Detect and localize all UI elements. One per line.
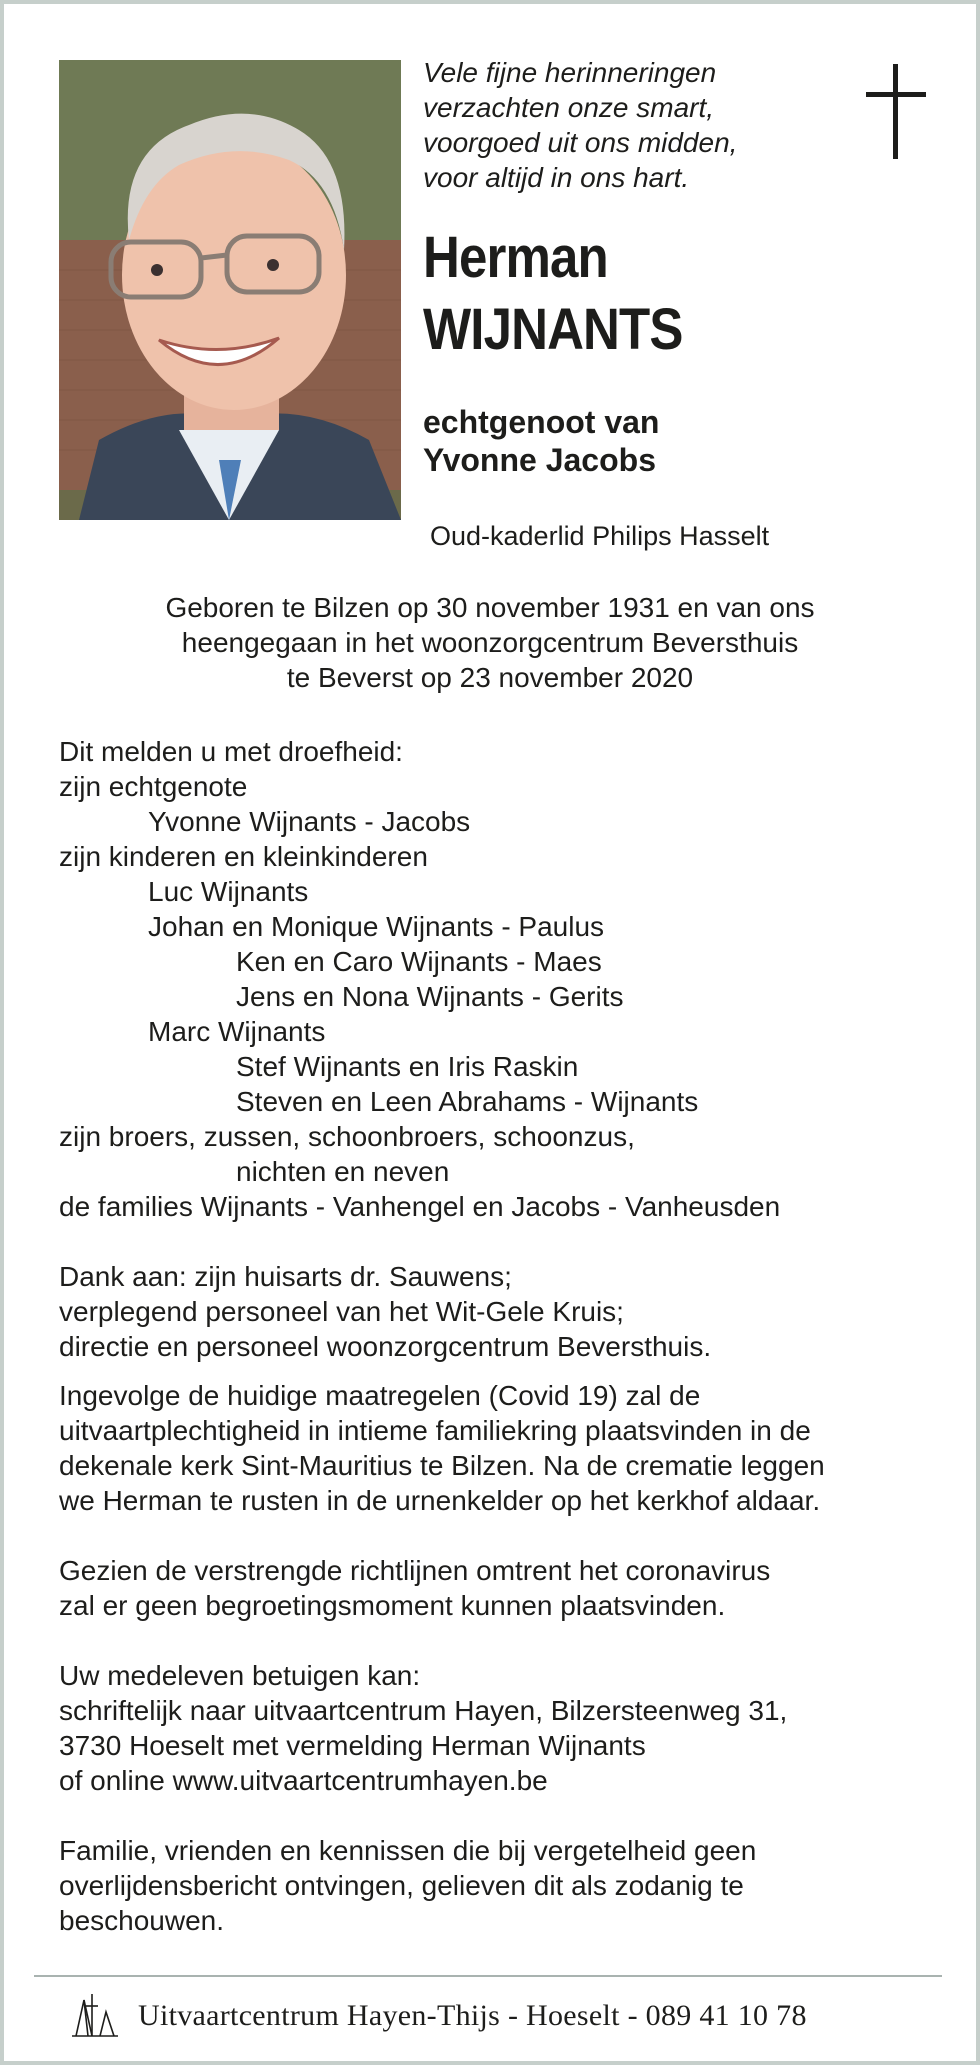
family-member: Ken en Caro Wijnants - Maes xyxy=(236,946,602,977)
poem-line: Vele fijne herinneringen xyxy=(423,57,717,88)
thanks-line: directie en personeel woonzorgcentrum Beversthuis. xyxy=(59,1331,712,1362)
cross-icon xyxy=(866,64,926,164)
footer-divider xyxy=(34,1975,942,1977)
condolences-link[interactable]: of online www.uitvaartcentrumhayen.be xyxy=(59,1765,548,1796)
poem-line: verzachten onze smart, xyxy=(423,92,715,123)
covid-notice xyxy=(59,1553,939,1623)
closing-line: overlijdensbericht ontvingen, gelieven dit als zodanig te xyxy=(59,1870,744,1901)
ceremony-section xyxy=(59,1378,939,1518)
family-label: zijn broers, zussen, schoonbroers, schoonzus, xyxy=(59,1121,635,1152)
funeral-home-info: Uitvaartcentrum Hayen-Thijs - Hoeselt - 089 41 10 78 xyxy=(138,1999,807,2032)
condolences-line: schriftelijk naar uitvaartcentrum Hayen, Bilzersteenweg 31, xyxy=(59,1695,788,1726)
memorial-poem xyxy=(423,55,737,195)
family-label: nichten en neven xyxy=(236,1156,450,1187)
ceremony-line: dekenale kerk Sint-Mauritius te Bilzen. Na de crematie leggen xyxy=(59,1450,825,1481)
spouse-name: Yvonne Jacobs xyxy=(423,442,656,478)
portrait-photo xyxy=(59,60,401,520)
condolences-section xyxy=(59,1658,939,1798)
family-member: Steven en Leen Abrahams - Wijnants xyxy=(236,1086,699,1117)
birth-death-line: Geboren te Bilzen op 30 november 1931 en van ons xyxy=(165,592,815,623)
family-intro: Dit melden u met droefheid: xyxy=(59,736,403,767)
occupation: Oud-kaderlid Philips Hasselt xyxy=(430,521,770,551)
ceremony-line: uitvaartplechtigheid in intieme familiekring plaatsvinden in de xyxy=(59,1415,811,1446)
birth-death-line: te Beverst op 23 november 2020 xyxy=(286,662,694,693)
ceremony-line: we Herman te rusten in de urnenkelder op het kerkhof aldaar. xyxy=(59,1485,821,1516)
thanks-line: Dank aan: zijn huisarts dr. Sauwens; xyxy=(59,1261,512,1292)
family-member: Luc Wijnants xyxy=(148,876,309,907)
condolences-line: 3730 Hoeselt met vermelding Herman Wijnants xyxy=(59,1730,646,1761)
closing-line: Familie, vrienden en kennissen die bij vergetelheid geen xyxy=(59,1835,757,1866)
family-member: Marc Wijnants xyxy=(148,1016,326,1047)
deceased-first-name: Herman xyxy=(423,225,608,290)
deceased-last-name: WIJNANTS xyxy=(423,297,683,362)
family-label: zijn echtgenote xyxy=(59,771,248,802)
birth-death-line: heengegaan in het woonzorgcentrum Beversthuis xyxy=(181,627,799,658)
closing-line: beschouwen. xyxy=(59,1905,225,1936)
thanks-line: verplegend personeel van het Wit-Gele Kruis; xyxy=(59,1296,624,1327)
family-member: Johan en Monique Wijnants - Paulus xyxy=(148,911,605,942)
closing-section xyxy=(59,1833,939,1938)
covid-notice-line: Gezien de verstrengde richtlijnen omtrent het coronavirus xyxy=(59,1555,771,1586)
family-label: de families Wijnants - Vanhengel en Jacobs - Vanheusden xyxy=(59,1191,781,1222)
ceremony-line: Ingevolge de huidige maatregelen (Covid 19) zal de xyxy=(59,1380,701,1411)
condolences-line: Uw medeleven betuigen kan: xyxy=(59,1660,421,1691)
family-member: Stef Wijnants en Iris Raskin xyxy=(236,1051,579,1082)
covid-notice-line: zal er geen begroetingsmoment kunnen plaatsvinden. xyxy=(59,1590,726,1621)
family-member: Jens en Nona Wijnants - Gerits xyxy=(236,981,624,1012)
birth-death-info xyxy=(59,590,921,695)
spouse-relation-label: echtgenoot van xyxy=(423,404,660,440)
family-member: Yvonne Wijnants - Jacobs xyxy=(148,806,471,837)
poem-line: voor altijd in ons hart. xyxy=(423,162,690,193)
thanks-section xyxy=(59,1259,939,1364)
family-label: zijn kinderen en kleinkinderen xyxy=(59,841,428,872)
spouse-relation xyxy=(423,403,659,479)
poem-line: voorgoed uit ons midden, xyxy=(423,127,738,158)
funeral-home-logo-icon xyxy=(70,1990,120,2043)
footer xyxy=(70,1990,807,2042)
obituary-body xyxy=(59,734,939,1938)
